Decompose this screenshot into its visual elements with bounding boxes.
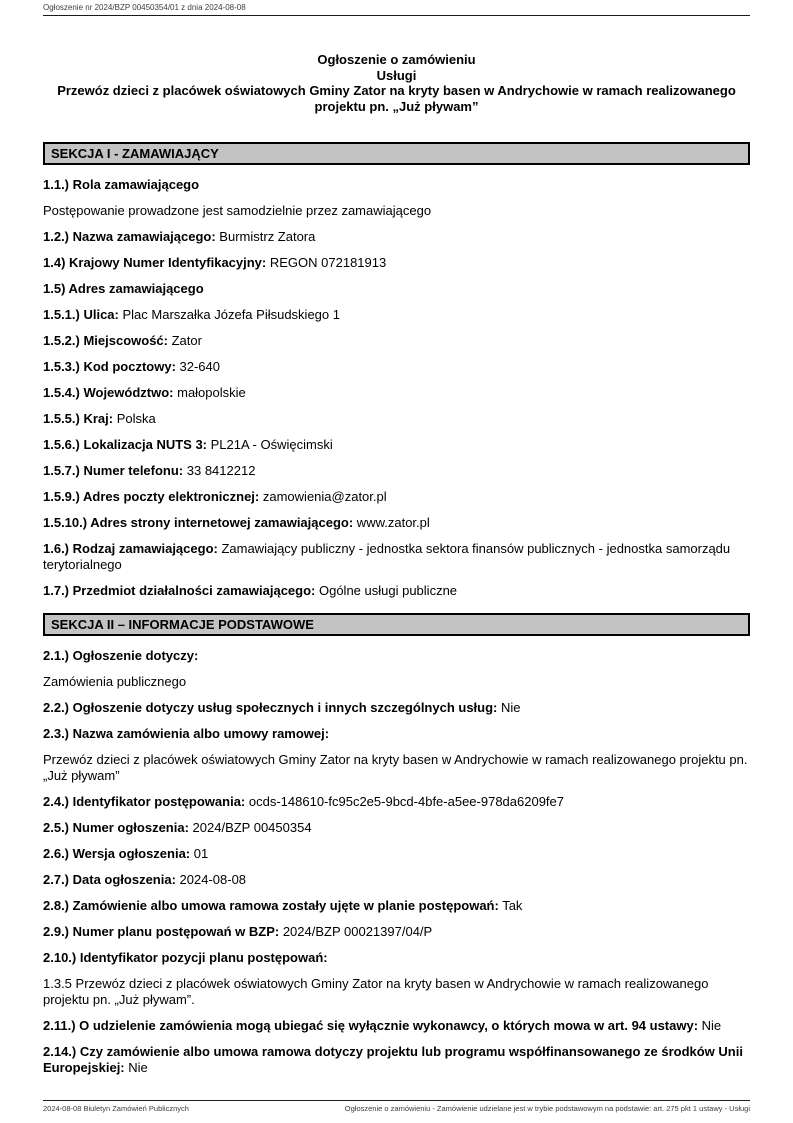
line-label: 2.2.) Ogłoszenie dotyczy usług społecznych i innych szczególnych usług:	[43, 700, 498, 715]
line-value: Zator	[168, 333, 202, 348]
line-value: Plac Marszałka Józefa Piłsudskiego 1	[118, 307, 340, 322]
line-value: www.zator.pl	[353, 515, 430, 530]
line-label: 1.5.6.) Lokalizacja NUTS 3:	[43, 437, 208, 452]
title-line-type: Ogłoszenie o zamówieniu	[317, 52, 476, 67]
section-heading: SEKCJA I - ZAMAWIAJĄCY	[43, 142, 750, 165]
document-line	[43, 846, 750, 862]
document-line	[43, 976, 750, 1008]
document-line	[43, 700, 750, 716]
line-label: 2.1.) Ogłoszenie dotyczy:	[43, 648, 199, 663]
line-value: 01	[190, 846, 209, 861]
footer-left-text: 2024-08-08 Biuletyn Zamówień Publicznych	[43, 1104, 189, 1113]
line-value: 32-640	[175, 359, 220, 374]
line-label: 1.5.10.) Adres strony internetowej zamawiającego:	[43, 515, 354, 530]
line-label: 1.5.9.) Adres poczty elektronicznej:	[43, 489, 260, 504]
line-label: 2.10.) Identyfikator pozycji planu postępowań:	[43, 950, 328, 965]
page-footer	[43, 1100, 750, 1113]
line-label: 2.4.) Identyfikator postępowania:	[43, 794, 246, 809]
line-value: zamowienia@zator.pl	[259, 489, 387, 504]
section	[43, 613, 750, 1076]
footer-right-text: Ogłoszenie o zamówieniu - Zamówienie udzielane jest w trybie podstawowym na podstawie: art. 275 pkt 1 ustawy - Usługi	[344, 1104, 750, 1113]
section-heading: SEKCJA II – INFORMACJE PODSTAWOWE	[43, 613, 750, 636]
line-label: 1.5.5.) Kraj:	[43, 411, 114, 426]
line-label: 2.9.) Numer planu postępowań w BZP:	[43, 924, 280, 939]
line-value: Przewóz dzieci z placówek oświatowych Gminy Zator na kryty basen w Andrychowie w ramach realizowanego projektu pn. „Już pływam”	[43, 752, 748, 783]
line-value: małopolskie	[173, 385, 246, 400]
document-line	[43, 411, 750, 427]
line-label: 1.5.7.) Numer telefonu:	[43, 463, 184, 478]
document-line	[43, 872, 750, 888]
document-line	[43, 820, 750, 836]
document-line	[43, 437, 750, 453]
document-line	[43, 359, 750, 375]
document-line	[43, 255, 750, 271]
line-label: 1.5) Adres zamawiającego	[43, 281, 204, 296]
line-label: 1.1.) Rola zamawiającego	[43, 177, 200, 192]
line-label: 1.5.4.) Województwo:	[43, 385, 174, 400]
line-label: 2.11.) O udzielenie zamówienia mogą ubiegać się wyłącznie wykonawcy, o których mowa w art. 94 ustawy:	[43, 1018, 699, 1033]
line-value: ocds-148610-fc95c2e5-9bcd-4bfe-a5ee-978da6209fe7	[245, 794, 565, 809]
line-label: 2.3.) Nazwa zamówienia albo umowy ramowej:	[43, 726, 330, 741]
section	[43, 142, 750, 599]
document-line	[43, 229, 750, 245]
document-line	[43, 924, 750, 940]
title-line-name: Przewóz dzieci z placówek oświatowych Gminy Zator na kryty basen w Andrychowie w ramach realizowanego projektu pn. „Już pływam”	[57, 83, 736, 114]
document-line	[43, 1018, 750, 1034]
sections	[43, 142, 750, 1076]
line-value: Postępowanie prowadzone jest samodzielnie przez zamawiającego	[43, 203, 432, 218]
line-value: Zamówienia publicznego	[43, 674, 187, 689]
document-line	[43, 541, 750, 573]
document-line	[43, 307, 750, 323]
line-label: 1.7.) Przedmiot działalności zamawiającego:	[43, 583, 316, 598]
line-label: 2.7.) Data ogłoszenia:	[43, 872, 176, 887]
document-line	[43, 1044, 750, 1076]
line-value: 2024-08-08	[175, 872, 247, 887]
line-label: 1.5.2.) Miejscowość:	[43, 333, 168, 348]
line-label: 2.6.) Wersja ogłoszenia:	[43, 846, 191, 861]
line-value: Ogólne usługi publiczne	[315, 583, 458, 598]
line-label: 1.6.) Rodzaj zamawiającego:	[43, 541, 218, 556]
document-line	[43, 898, 750, 914]
line-value: Nie	[698, 1018, 722, 1033]
document-line	[43, 752, 750, 784]
line-label: 2.8.) Zamówienie albo umowa ramowa zostały ujęte w planie postępowań:	[43, 898, 499, 913]
document-content	[43, 52, 750, 1086]
line-value: 1.3.5 Przewóz dzieci z placówek oświatowych Gminy Zator na kryty basen w Andrychowie w ramach realizowanego projektu pn. „Już pływam”.	[43, 976, 709, 1007]
line-value: Nie	[497, 700, 521, 715]
document-line	[43, 950, 750, 966]
line-value: Polska	[113, 411, 156, 426]
line-value: Burmistrz Zatora	[215, 229, 316, 244]
line-value: 2024/BZP 00021397/04/P	[279, 924, 433, 939]
document-line	[43, 794, 750, 810]
document-line	[43, 385, 750, 401]
line-value: 33 8412212	[183, 463, 256, 478]
document-line	[43, 726, 750, 742]
document-line	[43, 281, 750, 297]
document-line	[43, 463, 750, 479]
document-line	[43, 648, 750, 664]
announcement-number: Ogłoszenie nr 2024/BZP 00450354/01 z dnia 2024-08-08	[43, 3, 246, 12]
line-label: 1.5.3.) Kod pocztowy:	[43, 359, 176, 374]
document-line	[43, 674, 750, 690]
document-line	[43, 333, 750, 349]
document-title	[43, 52, 750, 114]
document-line	[43, 583, 750, 599]
document-line	[43, 203, 750, 219]
document-line	[43, 489, 750, 505]
line-label: 1.4) Krajowy Numer Identyfikacyjny:	[43, 255, 267, 270]
title-line-category: Usługi	[376, 67, 417, 83]
line-value: 2024/BZP 00450354	[188, 820, 312, 835]
line-label: 1.2.) Nazwa zamawiającego:	[43, 229, 216, 244]
line-value: PL21A - Oświęcimski	[207, 437, 333, 452]
line-value: Nie	[124, 1060, 148, 1075]
line-label: 1.5.1.) Ulica:	[43, 307, 119, 322]
page-header	[43, 3, 750, 16]
line-label: 2.14.) Czy zamówienie albo umowa ramowa dotyczy projektu lub programu współfinansowanego ze środków Unii Europejskiej:	[43, 1044, 743, 1075]
line-value: Tak	[498, 898, 523, 913]
line-label: 2.5.) Numer ogłoszenia:	[43, 820, 189, 835]
line-value: Zamawiający publiczny - jednostka sektora finansów publicznych - jednostka samorządu terytorialnego	[43, 541, 731, 572]
document-line	[43, 177, 750, 193]
line-value: REGON 072181913	[266, 255, 387, 270]
document-line	[43, 515, 750, 531]
